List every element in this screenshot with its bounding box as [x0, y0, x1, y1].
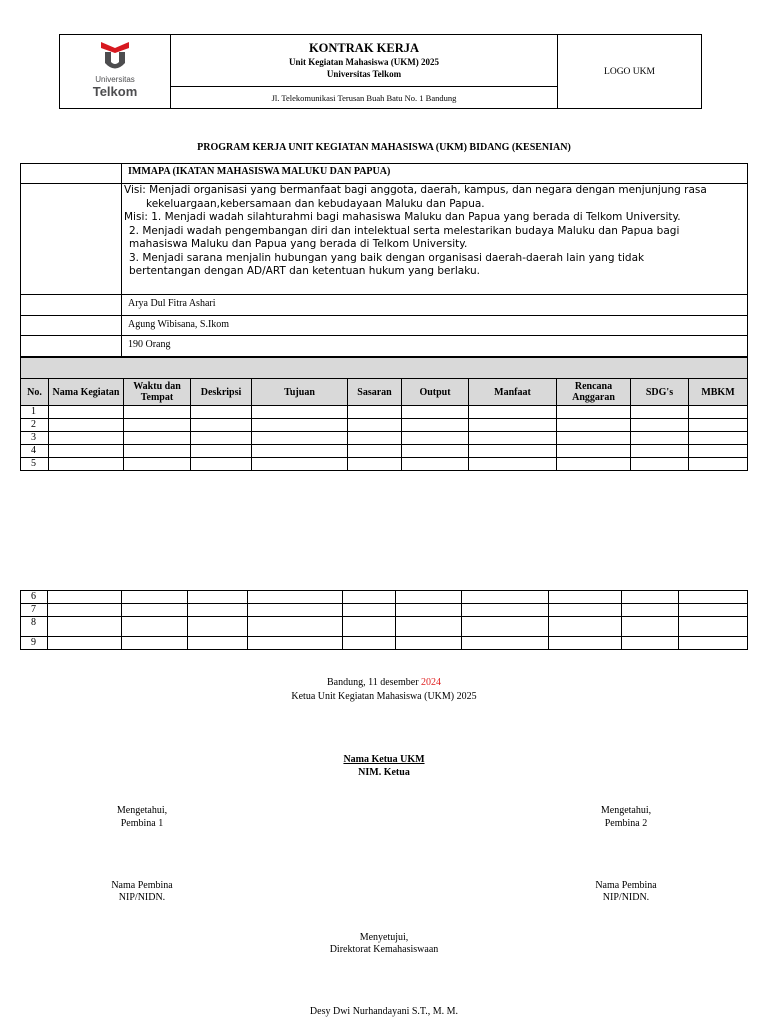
ukm-info-table — [20, 163, 748, 357]
table-cell — [191, 432, 252, 445]
col-header-rencana-anggaran: Rencana Anggaran — [557, 379, 631, 406]
director-name: Desy Dwi Nurhandayani S.T., M. M. — [309, 1006, 459, 1017]
pembina2-id: NIP/NIDN. — [602, 892, 650, 903]
misi-line-1: Misi: 1. Menjadi wadah silahturahmi bagi mahasiswa Maluku dan Papua yang berada di Telkom University. — [124, 211, 681, 223]
letterhead — [59, 34, 702, 109]
table-cell — [252, 445, 348, 458]
table-cell — [469, 458, 557, 471]
table-cell — [622, 637, 679, 650]
col-header-deskripsi: Deskripsi — [191, 379, 252, 406]
signature-year: 2024 — [421, 677, 442, 688]
row-number: 1 — [21, 406, 49, 419]
table-cell — [191, 419, 252, 432]
table-cell — [557, 458, 631, 471]
table-cell — [124, 432, 191, 445]
table-cell — [122, 637, 188, 650]
telkom-university-logo — [60, 36, 170, 108]
table-cell — [402, 432, 469, 445]
misi-line-2: 2. Menjadi wadah pengembangan diri dan intelektual serta melestarikan budaya Maluku dan Papua bagi — [129, 224, 680, 237]
table-row — [21, 432, 748, 445]
table-cell — [689, 458, 748, 471]
ketua-role: Ketua Unit Kegiatan Mahasiswa (UKM) 2025 — [291, 691, 477, 702]
place-date — [0, 677, 768, 689]
table-cell — [549, 617, 622, 637]
place-date-text: Bandung, 11 desember — [326, 677, 422, 688]
table-cell — [188, 617, 248, 637]
pembina-name: Agung Wibisana, S.Ikom — [122, 316, 748, 336]
table-cell — [462, 591, 549, 604]
table-cell — [348, 419, 402, 432]
table-cell — [122, 617, 188, 637]
table-cell — [49, 445, 124, 458]
table-cell — [348, 432, 402, 445]
table-cell — [679, 591, 748, 604]
table-cell — [679, 617, 748, 637]
title-cell — [171, 35, 558, 87]
col-header-output: Output — [402, 379, 469, 406]
document-subtitle-university: Universitas Telkom — [326, 69, 402, 79]
pembina2-know: Mengetahui, — [600, 805, 652, 816]
table-cell — [48, 637, 122, 650]
table-cell — [124, 406, 191, 419]
row-number: 2 — [21, 419, 49, 432]
table-cell — [396, 637, 462, 650]
telkom-logo-icon — [95, 42, 135, 74]
row-number: 6 — [21, 591, 48, 604]
table-row — [21, 637, 748, 650]
table-cell — [252, 406, 348, 419]
table-cell — [679, 637, 748, 650]
table-cell — [469, 445, 557, 458]
info-label-cell — [21, 336, 122, 357]
table-cell — [631, 406, 689, 419]
table-cell — [462, 637, 549, 650]
table-cell — [396, 591, 462, 604]
row-number: 7 — [21, 604, 48, 617]
table-cell — [49, 419, 124, 432]
table-cell — [122, 591, 188, 604]
table-cell — [248, 604, 343, 617]
table-cell — [348, 445, 402, 458]
col-header-sasaran: Sasaran — [348, 379, 402, 406]
table-cell — [396, 604, 462, 617]
pembina1-know: Mengetahui, — [116, 805, 168, 816]
program-table-continued — [20, 590, 748, 650]
pembina2-name: Nama Pembina — [595, 880, 657, 891]
visi-line-2: kekeluargaan,kebersamaan dan kebudayaan Maluku dan Papua. — [146, 197, 485, 210]
university-logo-cell — [60, 35, 171, 109]
row-number: 5 — [21, 458, 49, 471]
table-cell — [343, 604, 396, 617]
info-label-cell — [21, 295, 122, 316]
table-row — [21, 604, 748, 617]
table-cell — [402, 445, 469, 458]
table-cell — [469, 406, 557, 419]
table-cell — [679, 604, 748, 617]
table-cell — [188, 637, 248, 650]
ketua-signature-name: Nama Ketua UKM — [343, 754, 425, 765]
table-cell — [188, 604, 248, 617]
table-row — [21, 406, 748, 419]
table-cell — [343, 617, 396, 637]
table-row — [21, 458, 748, 471]
table-cell — [631, 432, 689, 445]
table-cell — [402, 406, 469, 419]
document-title: KONTRAK KERJA — [308, 41, 420, 55]
ketua-nim: NIM. Ketua — [358, 767, 410, 778]
table-cell — [557, 445, 631, 458]
table-cell — [191, 458, 252, 471]
table-cell — [348, 458, 402, 471]
address: Jl. Telekomunikasi Terusan Buah Batu No. 1 Bandung — [171, 87, 558, 109]
table-cell — [124, 419, 191, 432]
logo-ukm-cell: LOGO UKM — [558, 35, 702, 109]
table-cell — [402, 419, 469, 432]
table-cell — [252, 419, 348, 432]
table-cell — [557, 432, 631, 445]
misi-line-3: mahasiswa Maluku dan Papua yang berada di Telkom University. — [129, 238, 468, 250]
table-row — [21, 617, 748, 637]
table-cell — [402, 458, 469, 471]
member-count: 190 Orang — [122, 336, 748, 357]
col-header-manfaat: Manfaat — [469, 379, 557, 406]
approve-label: Menyetujui, — [359, 932, 409, 943]
table-cell — [631, 458, 689, 471]
info-label-cell — [21, 164, 122, 184]
table-cell — [469, 419, 557, 432]
visi-misi — [122, 184, 748, 295]
ukm-name: IMMAPA (IKATAN MAHASISWA MALUKU DAN PAPUA) — [122, 164, 748, 184]
table-row — [21, 445, 748, 458]
table-shaded-row — [21, 358, 748, 379]
table-cell — [631, 419, 689, 432]
table-cell — [622, 617, 679, 637]
misi-line-5: bertentangan dengan AD/ART dan ketentuan hukum yang berlaku. — [129, 265, 480, 277]
table-cell — [49, 432, 124, 445]
table-cell — [689, 406, 748, 419]
page-heading: PROGRAM KERJA UNIT KEGIATAN MAHASISWA (UKM) BIDANG (KESENIAN) — [197, 142, 571, 153]
col-header-nama-kegiatan: Nama Kegiatan — [49, 379, 124, 406]
table-cell — [252, 458, 348, 471]
info-label-cell — [21, 184, 122, 295]
document-subtitle-ukm: Unit Kegiatan Mahasiswa (UKM) 2025 — [289, 57, 439, 67]
table-cell — [462, 617, 549, 637]
visi-line-1: Visi: Menjadi organisasi yang bermanfaat bagi anggota, daerah, kampus, dan negara dengan menjunjung rasa — [124, 184, 707, 196]
misi-line-4: 3. Menjadi sarana menjalin hubungan yang baik dengan organisasi daerah-daerah lain yang tidak — [129, 251, 645, 264]
table-cell — [188, 591, 248, 604]
approve-role: Direktorat Kemahasiswaan — [329, 944, 439, 955]
table-cell — [348, 406, 402, 419]
pembina1-id: NIP/NIDN. — [118, 892, 166, 903]
logo-text-universitas: Universitas — [95, 74, 135, 84]
table-cell — [469, 432, 557, 445]
col-header-mbkm: MBKM — [689, 379, 748, 406]
table-cell — [689, 445, 748, 458]
info-label-cell — [21, 316, 122, 336]
table-cell — [343, 637, 396, 650]
table-cell — [557, 406, 631, 419]
table-cell — [252, 432, 348, 445]
table-cell — [622, 604, 679, 617]
ketua-name: Arya Dul Fitra Ashari — [122, 295, 748, 316]
pembina1-name: Nama Pembina — [111, 880, 173, 891]
table-cell — [248, 617, 343, 637]
table-cell — [689, 419, 748, 432]
table-cell — [622, 591, 679, 604]
table-row — [21, 419, 748, 432]
row-number: 9 — [21, 637, 48, 650]
col-header-tujuan: Tujuan — [252, 379, 348, 406]
row-number: 8 — [21, 617, 48, 637]
table-cell — [396, 617, 462, 637]
table-cell — [549, 591, 622, 604]
table-cell — [48, 591, 122, 604]
table-cell — [48, 604, 122, 617]
col-header-waktu-tempat: Waktu dan Tempat — [124, 379, 191, 406]
pembina1-role: Pembina 1 — [120, 818, 164, 829]
table-cell — [191, 445, 252, 458]
table-cell — [549, 604, 622, 617]
table-cell — [631, 445, 689, 458]
pembina2-role: Pembina 2 — [604, 818, 648, 829]
table-cell — [124, 445, 191, 458]
col-header-sdgs: SDG's — [631, 379, 689, 406]
table-cell — [689, 432, 748, 445]
table-cell — [343, 591, 396, 604]
table-cell — [48, 617, 122, 637]
table-cell — [248, 637, 343, 650]
row-number: 3 — [21, 432, 49, 445]
program-table — [20, 357, 748, 471]
table-cell — [124, 458, 191, 471]
col-header-no: No. — [21, 379, 49, 406]
table-cell — [49, 406, 124, 419]
table-cell — [191, 406, 252, 419]
table-cell — [549, 637, 622, 650]
table-cell — [49, 458, 124, 471]
table-header-row — [21, 379, 748, 406]
table-cell — [122, 604, 188, 617]
table-row — [21, 591, 748, 604]
table-cell — [248, 591, 343, 604]
row-number: 4 — [21, 445, 49, 458]
table-cell — [462, 604, 549, 617]
table-cell — [557, 419, 631, 432]
logo-text-telkom: Telkom — [92, 83, 138, 99]
